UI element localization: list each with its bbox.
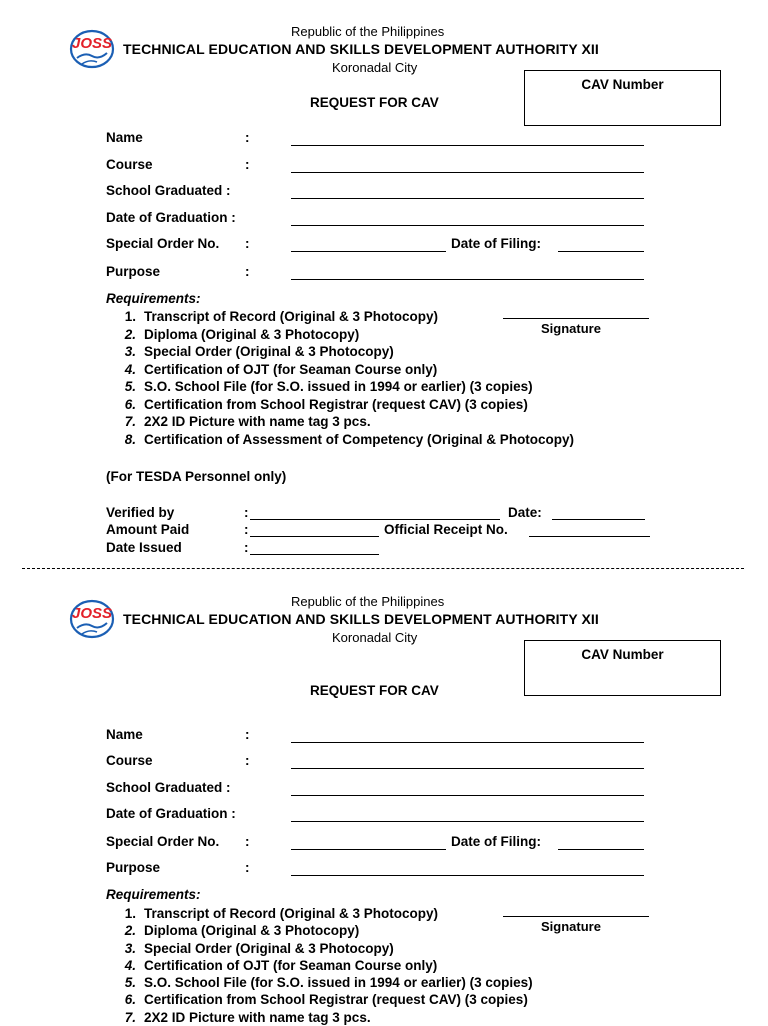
cav-number-box[interactable] — [524, 640, 721, 696]
date-grad-field[interactable] — [291, 821, 644, 822]
cav-number-box[interactable] — [524, 70, 721, 126]
school-label: School Graduated : — [106, 183, 231, 198]
requirement-item: 1. Transcript of Record (Original & 3 Photocopy) — [124, 906, 439, 921]
official-receipt-field[interactable] — [529, 536, 650, 537]
school-field[interactable] — [291, 795, 644, 796]
purpose-colon: : — [245, 264, 250, 279]
date-issued-label: Date Issued — [106, 540, 182, 555]
requirement-item: 5. S.O. School File (for S.O. issued in 1994 or earlier) (3 copies) — [124, 379, 533, 394]
name-field[interactable] — [291, 145, 644, 146]
requirement-item: 3. Special Order (Original & 3 Photocopy) — [124, 344, 394, 359]
signature-label: Signature — [541, 919, 601, 934]
school-field[interactable] — [291, 198, 644, 199]
form-title: REQUEST FOR CAV — [310, 95, 439, 110]
agency-title: TECHNICAL EDUCATION AND SKILLS DEVELOPMENT AUTHORITY XII — [123, 41, 599, 57]
purpose-colon: : — [245, 860, 250, 875]
special-order-field[interactable] — [291, 849, 446, 850]
purpose-label: Purpose — [106, 264, 161, 279]
course-field[interactable] — [291, 172, 644, 173]
requirements-heading: Requirements: — [106, 887, 201, 902]
tesda-only-note: (For TESDA Personnel only) — [106, 469, 287, 484]
name-field[interactable] — [291, 742, 644, 743]
requirement-item: 4. Certification of OJT (for Seaman Course only) — [124, 957, 438, 973]
name-colon: : — [245, 727, 250, 742]
special-order-colon: : — [245, 236, 250, 251]
requirements-heading: Requirements: — [106, 291, 201, 306]
date-grad-label: Date of Graduation : — [106, 806, 236, 821]
verified-by-label: Verified by — [106, 505, 175, 520]
requirement-item: 6. Certification from School Registrar (request CAV) (3 copies) — [124, 992, 528, 1008]
requirements-list — [112, 905, 533, 1026]
date-field[interactable] — [552, 519, 645, 520]
school-label: School Graduated : — [106, 780, 231, 795]
requirement-item: 6. Certification from School Registrar (request CAV) (3 copies) — [124, 396, 528, 412]
date-issued-field[interactable] — [250, 554, 379, 555]
special-order-label: Special Order No. — [106, 236, 220, 251]
form-title: REQUEST FOR CAV — [310, 683, 439, 698]
course-colon: : — [245, 157, 250, 172]
official-receipt-label: Official Receipt No. — [384, 522, 508, 537]
amount-colon: : — [244, 522, 249, 537]
date-filing-label: Date of Filing: — [451, 236, 541, 251]
requirement-item: 2. Diploma (Original & 3 Photocopy) — [124, 326, 360, 342]
course-label: Course — [106, 157, 153, 172]
course-colon: : — [245, 753, 250, 768]
name-colon: : — [245, 130, 250, 145]
date-issued-colon: : — [244, 540, 249, 555]
requirement-item: 3. Special Order (Original & 3 Photocopy) — [124, 940, 394, 956]
requirement-item: 1. Transcript of Record (Original & 3 Photocopy) — [124, 309, 439, 324]
verified-colon: : — [244, 505, 249, 520]
requirement-item: 7. 2X2 ID Picture with name tag 3 pcs. — [124, 414, 371, 429]
date-filing-field[interactable] — [558, 849, 644, 850]
date-label: Date: — [508, 505, 542, 520]
date-grad-label: Date of Graduation : — [106, 210, 236, 225]
tesda-logo-icon — [67, 26, 117, 72]
logo-text: JOSS — [71, 605, 113, 622]
signature-line[interactable] — [503, 318, 649, 319]
signature-label: Signature — [541, 321, 601, 336]
city-text: Koronadal City — [332, 630, 418, 645]
requirement-item: 2. Diploma (Original & 3 Photocopy) — [124, 923, 360, 939]
special-order-field[interactable] — [291, 251, 446, 252]
date-filing-field[interactable] — [558, 251, 644, 252]
name-label: Name — [106, 727, 143, 742]
purpose-field[interactable] — [291, 875, 644, 876]
special-order-colon: : — [245, 834, 250, 849]
date-grad-field[interactable] — [291, 225, 644, 226]
requirement-item: 7. 2X2 ID Picture with name tag 3 pcs. — [124, 1009, 371, 1025]
requirements-list — [112, 308, 574, 448]
republic-text: Republic of the Philippines — [291, 594, 445, 609]
requirement-item: 4. Certification of OJT (for Seaman Course only) — [124, 361, 438, 377]
agency-title: TECHNICAL EDUCATION AND SKILLS DEVELOPMENT AUTHORITY XII — [123, 611, 599, 627]
city-text: Koronadal City — [332, 60, 418, 75]
purpose-label: Purpose — [106, 860, 161, 875]
signature-line[interactable] — [503, 916, 649, 917]
tesda-logo-icon — [67, 596, 117, 642]
course-label: Course — [106, 753, 153, 768]
cav-number-label: CAV Number — [581, 77, 664, 92]
course-field[interactable] — [291, 768, 644, 769]
amount-paid-field[interactable] — [250, 536, 379, 537]
cut-line-divider — [22, 568, 744, 569]
amount-paid-label: Amount Paid — [106, 522, 190, 537]
verified-by-field[interactable] — [250, 519, 500, 520]
requirement-item: 8. Certification of Assessment of Competency (Original & Photocopy) — [124, 431, 575, 447]
logo-text: JOSS — [71, 35, 113, 52]
cav-number-label: CAV Number — [581, 647, 664, 662]
purpose-field[interactable] — [291, 279, 644, 280]
requirement-item: 5. S.O. School File (for S.O. issued in 1994 or earlier) (3 copies) — [124, 975, 533, 991]
name-label: Name — [106, 130, 143, 145]
date-filing-label: Date of Filing: — [451, 834, 541, 849]
republic-text: Republic of the Philippines — [291, 24, 445, 39]
special-order-label: Special Order No. — [106, 834, 220, 849]
